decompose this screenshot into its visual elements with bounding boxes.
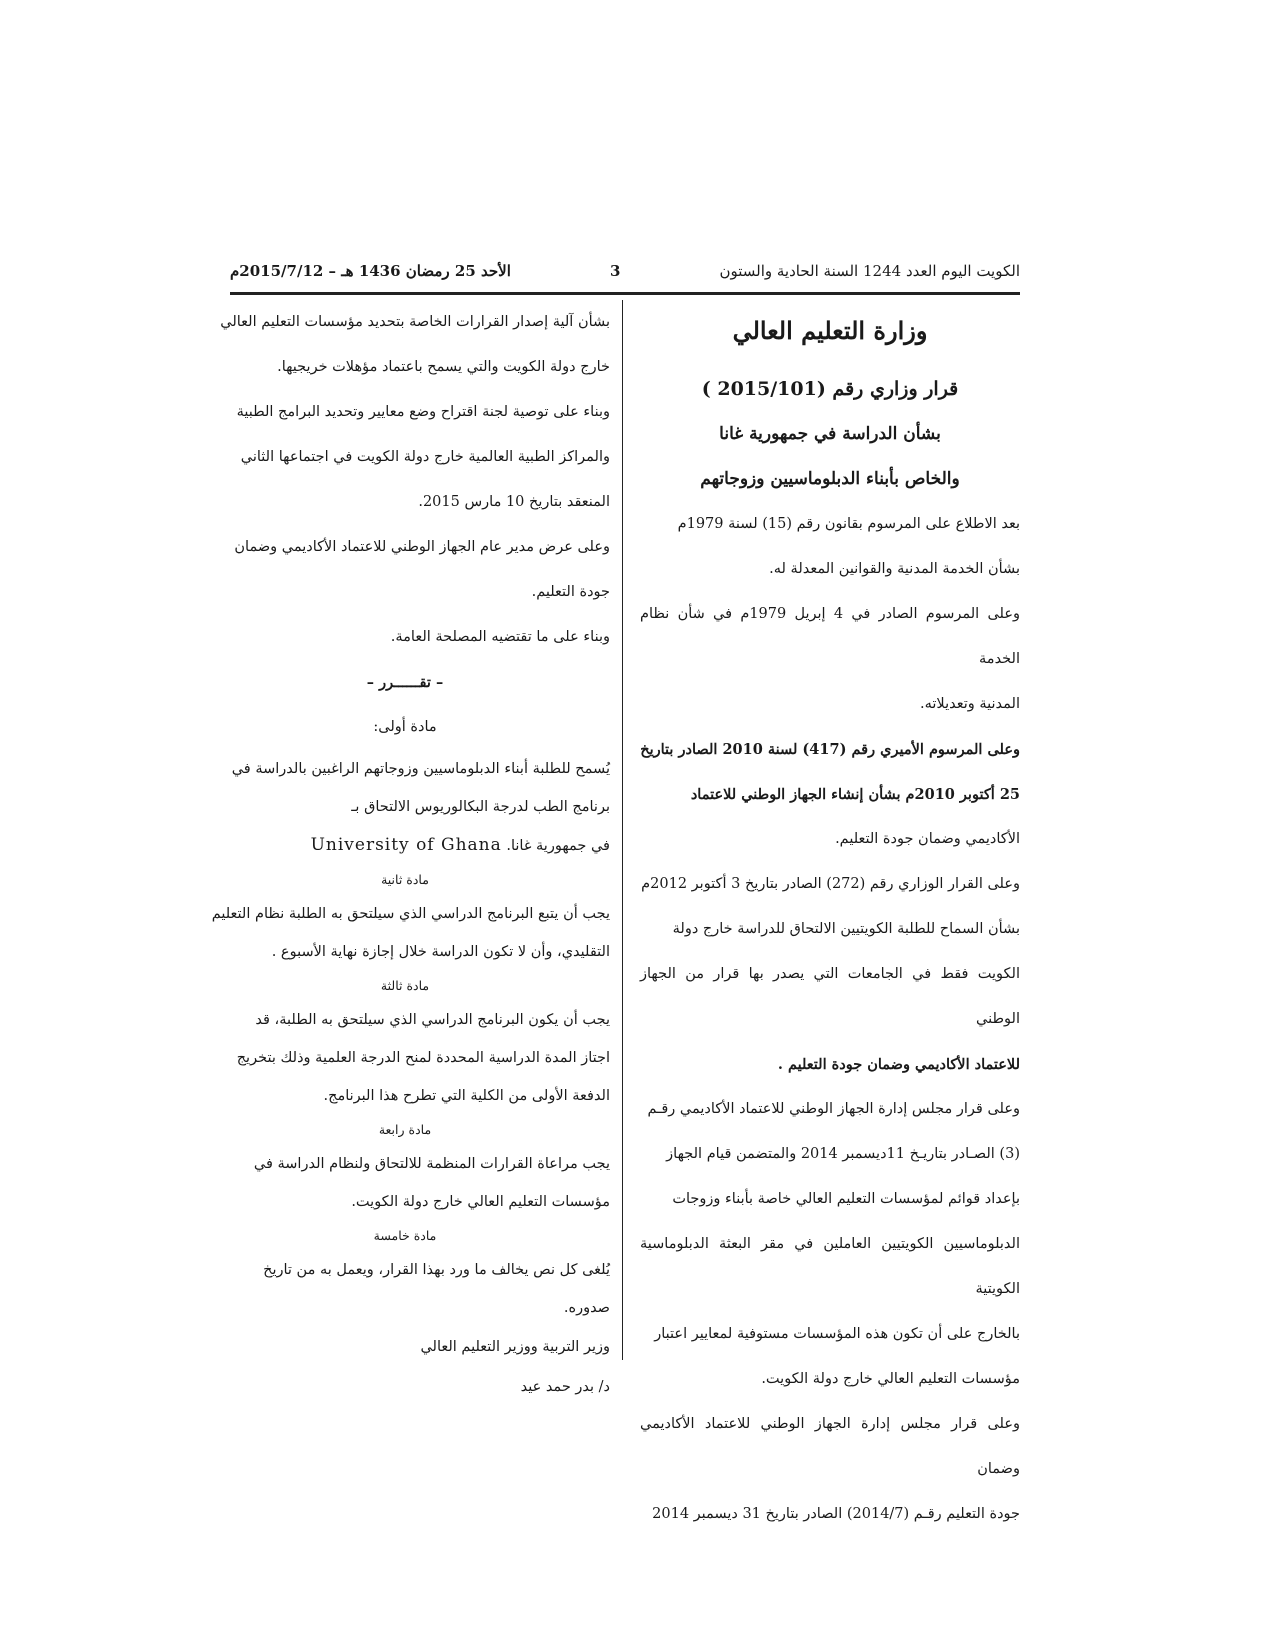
preamble-line: وبناء على توصية لجنة اقتراح وضع معايير وتحديد البرامج الطبية — [236, 404, 610, 420]
preamble-line: بشأن السماح للطلبة الكويتيين الالتحاق للدراسة خارج دولة — [672, 921, 1020, 937]
article-4-line: يجب مراعاة القرارات المنظمة للالتحاق ولنظام الدراسة في — [253, 1156, 610, 1172]
article-1-line: برنامج الطب لدرجة البكالوريوس الالتحاق بـ — [351, 799, 610, 815]
preamble-line: جودة التعليم. — [531, 584, 610, 600]
signatory-title: وزير التربية ووزير التعليم العالي — [420, 1339, 610, 1355]
article-4-title: مادة رابعة — [378, 1122, 432, 1137]
article-3-line: اجتاز المدة الدراسية المحددة لمنح الدرجة العلمية وذلك بتخريج — [236, 1050, 610, 1066]
article-2-line: يجب أن يتبع البرنامج الدراسي الذي سيلتحق به الطلبة نظام التعليم — [211, 906, 610, 922]
preamble-line: للاعتماد الأكاديمي وضمان جودة التعليم . — [777, 1056, 1020, 1073]
preamble-line: خارج دولة الكويت والتي يسمح باعتماد مؤهلات خريجيها. — [277, 359, 610, 375]
preamble-line: بالخارج على أن تكون هذه المؤسسات مستوفية لمعايير اعتبار — [654, 1326, 1020, 1342]
preamble-line: الكويت فقط في الجامعات التي يصدر بها قرار من الجهاز الوطني — [640, 966, 1020, 1027]
column-divider — [622, 300, 623, 1360]
decree-subject-line: والخاص بأبناء الدبلوماسيين وزوجاتهم — [700, 469, 960, 489]
preamble-line: المنعقد بتاريخ 10 مارس 2015. — [418, 494, 610, 510]
article-2-line: التقليدي، وأن لا تكون الدراسة خلال إجازة نهاية الأسبوع . — [271, 944, 610, 960]
preamble-line: وبناء على ما تقتضيه المصلحة العامة. — [390, 629, 610, 645]
preamble-line: وعلى المرسوم الأميري رقم (417) لسنة 2010 الصادر بتاريخ — [640, 741, 1020, 758]
preamble-line: بعد الاطلاع على المرسوم بقانون رقم (15) لسنة 1979م — [677, 516, 1020, 532]
article-1-title: مادة أولى: — [373, 719, 437, 735]
article-5-line: صدوره. — [563, 1300, 610, 1316]
page-header — [230, 258, 1020, 286]
article-3-title: مادة ثالثة — [380, 978, 430, 993]
article-5-title: مادة خامسة — [373, 1228, 437, 1243]
preamble-line: وعلى قرار مجلس إدارة الجهاز الوطني للاعتماد الأكاديمي رقـم — [647, 1101, 1020, 1117]
university-name: University of Ghana — [310, 835, 502, 855]
article-3-line: يجب أن يكون البرنامج الدراسي الذي سيلتحق به الطلبة، قد — [255, 1012, 610, 1028]
preamble-line: وعلى عرض مدير عام الجهاز الوطني للاعتماد الأكاديمي وضمان — [234, 539, 610, 555]
article-5-line: يُلغى كل نص يخالف ما ورد بهذا القرار، ويعمل به من تاريخ — [263, 1262, 610, 1278]
preamble-line: مؤسسات التعليم العالي خارج دولة الكويت. — [761, 1371, 1020, 1387]
article-3-line: الدفعة الأولى من الكلية التي تطرح هذا البرنامج. — [323, 1088, 610, 1104]
preamble-line: بشأن الخدمة المدنية والقوانين المعدلة له. — [769, 561, 1020, 577]
preamble-line: والمراكز الطبية العالمية خارج دولة الكويت في اجتماعها الثاني — [240, 449, 610, 465]
preamble-line: وعلى المرسوم الصادر في 4 إبريل 1979م في شأن نظام الخدمة — [640, 606, 1020, 667]
ministry-heading: وزارة التعليم العالي — [732, 316, 928, 345]
preamble-line: جودة التعليم رقـم (2014/7) الصادر بتاريخ 31 ديسمبر 2014 — [652, 1506, 1020, 1522]
article-4-line: مؤسسات التعليم العالي خارج دولة الكويت. — [351, 1194, 610, 1210]
page-number: 3 — [610, 262, 621, 280]
preamble-line: وعلى القرار الوزاري رقم (272) الصادر بتاريخ 3 أكتوبر 2012م — [641, 876, 1020, 892]
decides-heading: – تقــــــرر – — [366, 674, 444, 691]
preamble-line: بإعداد قوائم لمؤسسات التعليم العالي خاصة بأبناء وزوجات — [672, 1191, 1020, 1207]
issue-info: الكويت اليوم العدد 1244 السنة الحادية والستون — [719, 262, 1020, 280]
preamble-line: الأكاديمي وضمان جودة التعليم. — [835, 831, 1020, 847]
university-suffix: في جمهورية غانا. — [506, 838, 610, 854]
preamble-line: المدنية وتعديلاته. — [920, 696, 1020, 712]
article-2-title: مادة ثانية — [381, 872, 429, 887]
decree-subject-line: بشأن الدراسة في جمهورية غانا — [719, 424, 941, 444]
article-1-line: يُسمح للطلبة أبناء الدبلوماسيين وزوجاتهم الراغبين بالدراسة في — [231, 761, 610, 777]
signatory-name: د/ بدر حمد عيد — [520, 1379, 610, 1395]
article-1-university-line — [200, 826, 610, 865]
preamble-line: (3) الصـادر بتاريـخ 11ديسمبر 2014 والمتضمن قيام الجهاز — [666, 1146, 1020, 1162]
preamble-line: وعلى قرار مجلس إدارة الجهاز الوطني للاعتماد الأكاديمي وضمان — [640, 1416, 1020, 1477]
preamble-line: الدبلوماسيين الكويتيين العاملين في مقر البعثة الدبلوماسية الكويتية — [640, 1236, 1020, 1297]
issue-date: الأحد 25 رمضان 1436 هـ – 2015/7/12م — [230, 262, 511, 280]
right-column — [640, 300, 1020, 1537]
header-rule — [230, 292, 1020, 295]
decree-title: قرار وزاري رقم (2015/101 ) — [701, 378, 959, 400]
preamble-line: 25 أكتوبر 2010م بشأن إنشاء الجهاز الوطني للاعتماد — [690, 786, 1020, 803]
preamble-line: بشأن آلية إصدار القرارات الخاصة بتحديد مؤسسات التعليم العالي — [220, 314, 610, 330]
left-column — [200, 300, 610, 1407]
